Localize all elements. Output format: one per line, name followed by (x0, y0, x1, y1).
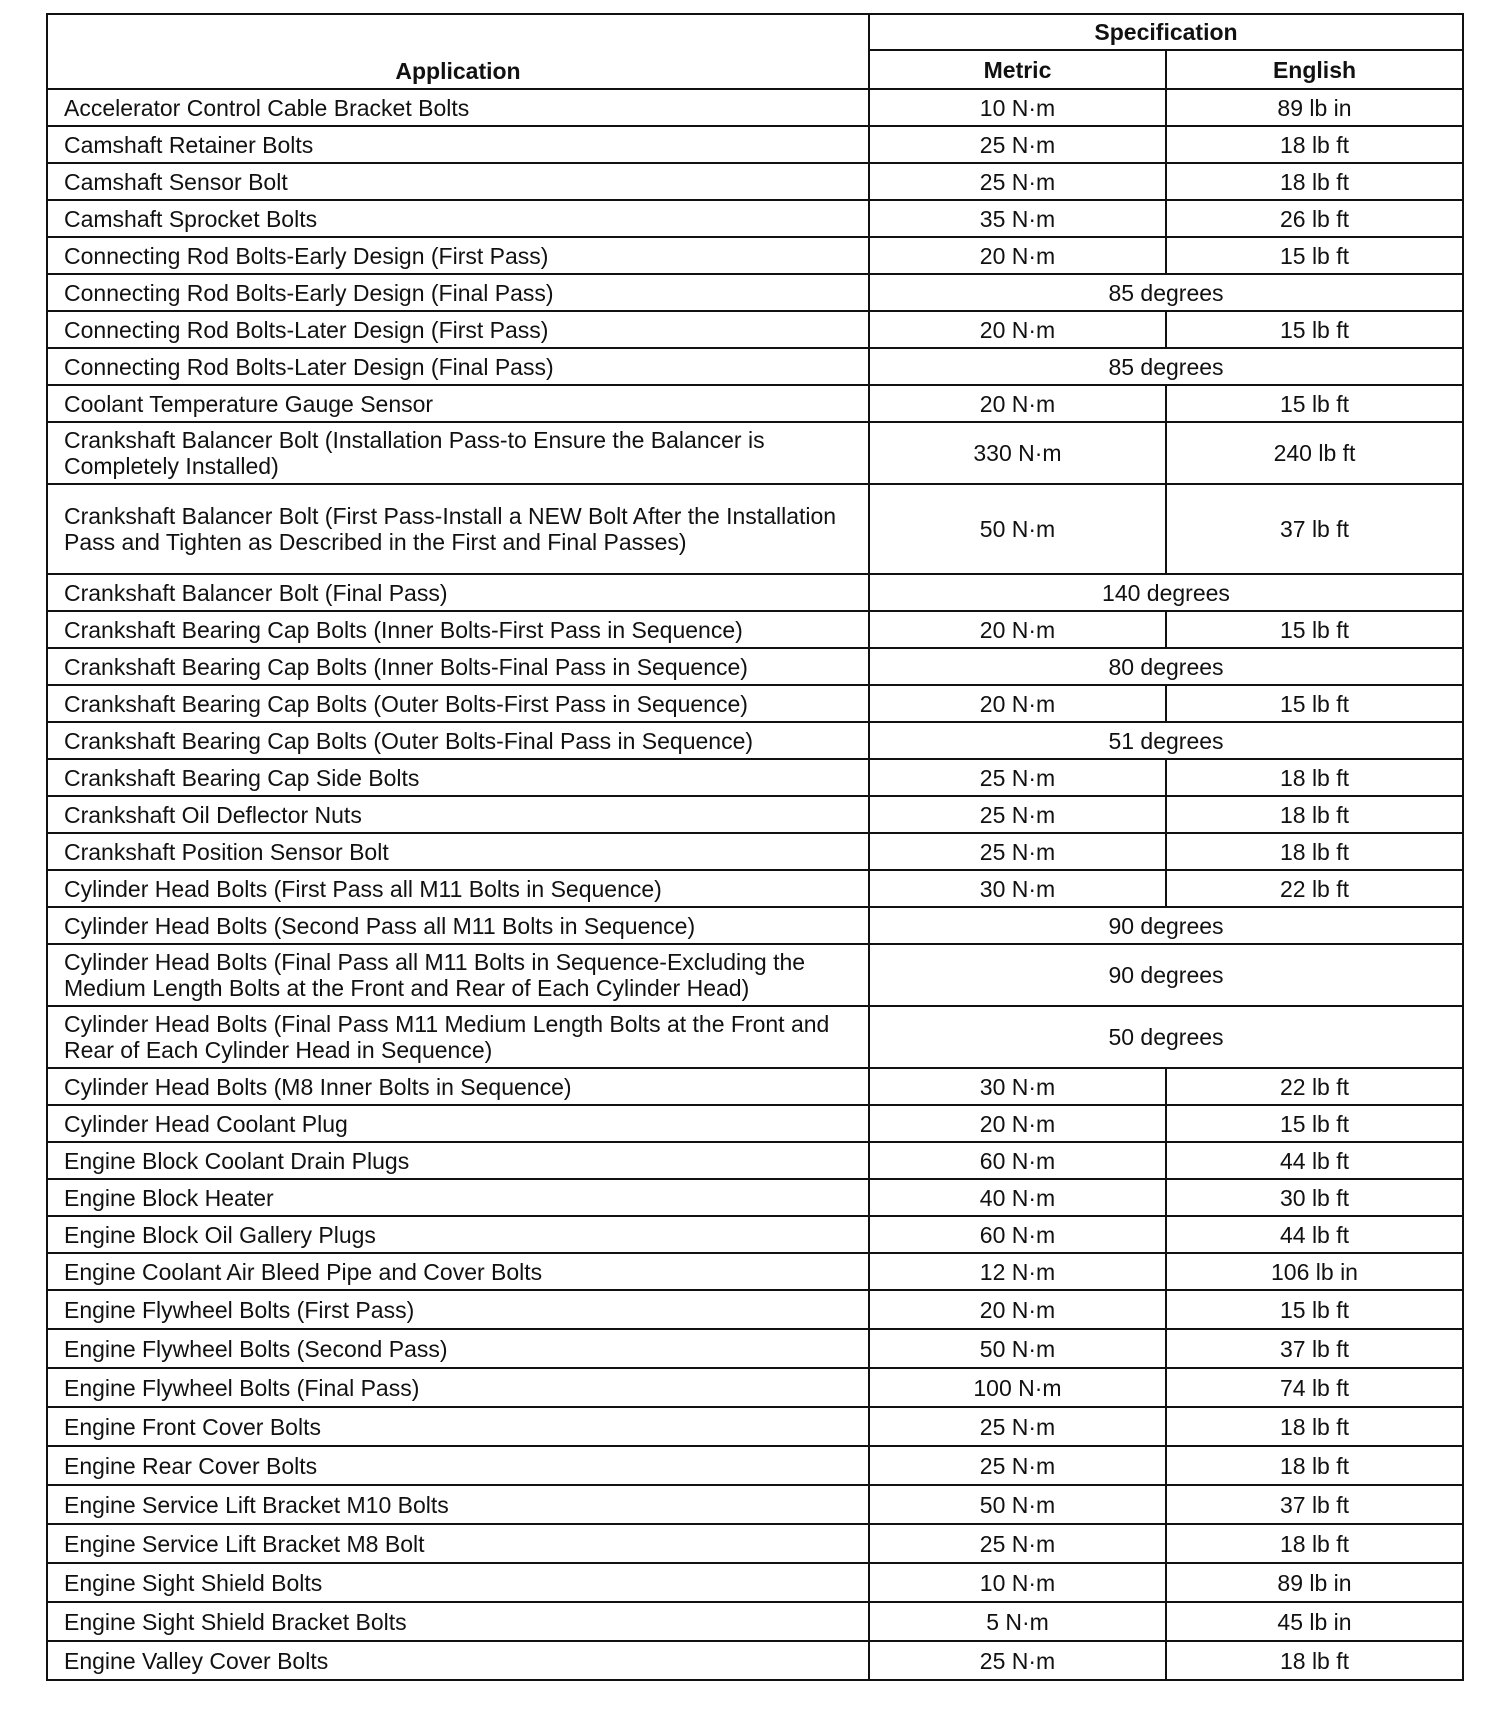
english-cell: 18 lb ft (1166, 833, 1463, 870)
english-cell: 89 lb in (1166, 89, 1463, 126)
metric-cell: 25 N·m (869, 833, 1166, 870)
english-cell: 44 lb ft (1166, 1216, 1463, 1253)
table-row (47, 574, 1463, 611)
application-cell: Engine Flywheel Bolts (Final Pass) (47, 1368, 869, 1407)
table-row (47, 237, 1463, 274)
application-cell: Crankshaft Bearing Cap Side Bolts (47, 759, 869, 796)
application-cell: Engine Sight Shield Bolts (47, 1563, 869, 1602)
application-cell: Crankshaft Position Sensor Bolt (47, 833, 869, 870)
table-row (47, 1368, 1463, 1407)
table-body (47, 89, 1463, 1680)
application-cell: Engine Sight Shield Bracket Bolts (47, 1602, 869, 1641)
table-row (47, 759, 1463, 796)
application-cell: Engine Block Heater (47, 1179, 869, 1216)
specification-cell: 50 degrees (869, 1006, 1463, 1068)
application-cell: Camshaft Retainer Bolts (47, 126, 869, 163)
english-cell: 22 lb ft (1166, 1068, 1463, 1105)
english-cell: 89 lb in (1166, 1563, 1463, 1602)
english-cell: 15 lb ft (1166, 611, 1463, 648)
metric-cell: 50 N·m (869, 1485, 1166, 1524)
application-cell: Crankshaft Bearing Cap Bolts (Inner Bolts-First Pass in Sequence) (47, 611, 869, 648)
english-cell: 37 lb ft (1166, 484, 1463, 574)
application-header: Application (47, 14, 869, 89)
table-row (47, 1602, 1463, 1641)
table-row (47, 422, 1463, 484)
application-cell: Engine Flywheel Bolts (First Pass) (47, 1290, 869, 1329)
table-row (47, 1290, 1463, 1329)
english-cell: 240 lb ft (1166, 422, 1463, 484)
table-row (47, 274, 1463, 311)
specification-header: Specification (869, 14, 1463, 50)
table-row (47, 200, 1463, 237)
application-cell: Connecting Rod Bolts-Early Design (First Pass) (47, 237, 869, 274)
english-cell: 18 lb ft (1166, 1407, 1463, 1446)
application-cell: Connecting Rod Bolts-Early Design (Final Pass) (47, 274, 869, 311)
table-row (47, 796, 1463, 833)
english-cell: 18 lb ft (1166, 1446, 1463, 1485)
metric-cell: 20 N·m (869, 685, 1166, 722)
english-cell: 45 lb in (1166, 1602, 1463, 1641)
application-cell: Crankshaft Balancer Bolt (First Pass-Install a NEW Bolt After the Installation Pass and Tighten as Described in the First and Final Passes) (47, 484, 869, 574)
metric-cell: 20 N·m (869, 1105, 1166, 1142)
metric-header: Metric (869, 50, 1166, 89)
english-cell: 44 lb ft (1166, 1142, 1463, 1179)
metric-cell: 25 N·m (869, 796, 1166, 833)
table-row (47, 1105, 1463, 1142)
english-cell: 15 lb ft (1166, 1290, 1463, 1329)
torque-spec-table (46, 13, 1464, 1681)
table-row (47, 685, 1463, 722)
table-row (47, 1446, 1463, 1485)
table-row (47, 944, 1463, 1006)
table-row (47, 1407, 1463, 1446)
table-row (47, 1641, 1463, 1680)
application-cell: Cylinder Head Coolant Plug (47, 1105, 869, 1142)
metric-cell: 25 N·m (869, 1524, 1166, 1563)
english-cell: 74 lb ft (1166, 1368, 1463, 1407)
table-row (47, 1563, 1463, 1602)
table-row (47, 1524, 1463, 1563)
metric-cell: 25 N·m (869, 1446, 1166, 1485)
metric-cell: 60 N·m (869, 1216, 1166, 1253)
table-row (47, 1216, 1463, 1253)
english-cell: 18 lb ft (1166, 126, 1463, 163)
metric-cell: 20 N·m (869, 385, 1166, 422)
english-cell: 15 lb ft (1166, 311, 1463, 348)
metric-cell: 20 N·m (869, 1290, 1166, 1329)
specification-cell: 85 degrees (869, 274, 1463, 311)
application-cell: Cylinder Head Bolts (M8 Inner Bolts in Sequence) (47, 1068, 869, 1105)
application-cell: Engine Flywheel Bolts (Second Pass) (47, 1329, 869, 1368)
metric-cell: 25 N·m (869, 163, 1166, 200)
specification-cell: 140 degrees (869, 574, 1463, 611)
english-cell: 18 lb ft (1166, 1641, 1463, 1680)
english-cell: 37 lb ft (1166, 1485, 1463, 1524)
application-cell: Cylinder Head Bolts (Second Pass all M11 Bolts in Sequence) (47, 907, 869, 944)
table-row (47, 1142, 1463, 1179)
metric-cell: 35 N·m (869, 200, 1166, 237)
application-cell: Coolant Temperature Gauge Sensor (47, 385, 869, 422)
specification-cell: 90 degrees (869, 944, 1463, 1006)
metric-cell: 10 N·m (869, 1563, 1166, 1602)
application-cell: Engine Service Lift Bracket M10 Bolts (47, 1485, 869, 1524)
specification-cell: 90 degrees (869, 907, 1463, 944)
english-cell: 106 lb in (1166, 1253, 1463, 1290)
table-row (47, 484, 1463, 574)
table-row (47, 611, 1463, 648)
specification-cell: 51 degrees (869, 722, 1463, 759)
application-cell: Cylinder Head Bolts (Final Pass M11 Medium Length Bolts at the Front and Rear of Each Cylinder Head in Sequence) (47, 1006, 869, 1068)
table-row (47, 907, 1463, 944)
application-cell: Engine Rear Cover Bolts (47, 1446, 869, 1485)
application-cell: Crankshaft Oil Deflector Nuts (47, 796, 869, 833)
application-cell: Cylinder Head Bolts (Final Pass all M11 Bolts in Sequence-Excluding the Medium Length Bolts at the Front and Rear of Each Cylinder Head) (47, 944, 869, 1006)
table-row (47, 1253, 1463, 1290)
english-cell: 22 lb ft (1166, 870, 1463, 907)
application-cell: Crankshaft Balancer Bolt (Final Pass) (47, 574, 869, 611)
english-cell: 26 lb ft (1166, 200, 1463, 237)
application-cell: Camshaft Sprocket Bolts (47, 200, 869, 237)
specification-cell: 80 degrees (869, 648, 1463, 685)
table-row (47, 1485, 1463, 1524)
metric-cell: 25 N·m (869, 1407, 1166, 1446)
english-header: English (1166, 50, 1463, 89)
metric-cell: 20 N·m (869, 311, 1166, 348)
metric-cell: 20 N·m (869, 611, 1166, 648)
metric-cell: 60 N·m (869, 1142, 1166, 1179)
metric-cell: 25 N·m (869, 1641, 1166, 1680)
table-row (47, 385, 1463, 422)
english-cell: 15 lb ft (1166, 237, 1463, 274)
table-row (47, 722, 1463, 759)
metric-cell: 50 N·m (869, 484, 1166, 574)
table-row (47, 348, 1463, 385)
application-cell: Camshaft Sensor Bolt (47, 163, 869, 200)
table-row (47, 1068, 1463, 1105)
header-row-top (47, 14, 1463, 50)
application-cell: Engine Coolant Air Bleed Pipe and Cover Bolts (47, 1253, 869, 1290)
metric-cell: 12 N·m (869, 1253, 1166, 1290)
application-cell: Engine Service Lift Bracket M8 Bolt (47, 1524, 869, 1563)
english-cell: 37 lb ft (1166, 1329, 1463, 1368)
table-row (47, 870, 1463, 907)
application-cell: Accelerator Control Cable Bracket Bolts (47, 89, 869, 126)
metric-cell: 20 N·m (869, 237, 1166, 274)
metric-cell: 25 N·m (869, 759, 1166, 796)
application-cell: Connecting Rod Bolts-Later Design (First Pass) (47, 311, 869, 348)
english-cell: 15 lb ft (1166, 385, 1463, 422)
english-cell: 18 lb ft (1166, 759, 1463, 796)
metric-cell: 330 N·m (869, 422, 1166, 484)
metric-cell: 30 N·m (869, 870, 1166, 907)
english-cell: 15 lb ft (1166, 1105, 1463, 1142)
application-cell: Engine Block Coolant Drain Plugs (47, 1142, 869, 1179)
metric-cell: 5 N·m (869, 1602, 1166, 1641)
application-cell: Crankshaft Balancer Bolt (Installation Pass-to Ensure the Balancer is Completely Installed) (47, 422, 869, 484)
application-cell: Connecting Rod Bolts-Later Design (Final Pass) (47, 348, 869, 385)
table-row (47, 1329, 1463, 1368)
application-cell: Cylinder Head Bolts (First Pass all M11 Bolts in Sequence) (47, 870, 869, 907)
metric-cell: 40 N·m (869, 1179, 1166, 1216)
metric-cell: 25 N·m (869, 126, 1166, 163)
table-row (47, 648, 1463, 685)
application-cell: Crankshaft Bearing Cap Bolts (Outer Bolts-First Pass in Sequence) (47, 685, 869, 722)
table-row (47, 89, 1463, 126)
table-row (47, 1006, 1463, 1068)
metric-cell: 10 N·m (869, 89, 1166, 126)
english-cell: 18 lb ft (1166, 1524, 1463, 1563)
table-row (47, 1179, 1463, 1216)
application-cell: Crankshaft Bearing Cap Bolts (Outer Bolts-Final Pass in Sequence) (47, 722, 869, 759)
table-row (47, 833, 1463, 870)
english-cell: 30 lb ft (1166, 1179, 1463, 1216)
metric-cell: 30 N·m (869, 1068, 1166, 1105)
table-row (47, 126, 1463, 163)
metric-cell: 100 N·m (869, 1368, 1166, 1407)
table-row (47, 311, 1463, 348)
application-cell: Engine Valley Cover Bolts (47, 1641, 869, 1680)
english-cell: 18 lb ft (1166, 796, 1463, 833)
application-cell: Crankshaft Bearing Cap Bolts (Inner Bolts-Final Pass in Sequence) (47, 648, 869, 685)
specification-cell: 85 degrees (869, 348, 1463, 385)
application-cell: Engine Front Cover Bolts (47, 1407, 869, 1446)
english-cell: 15 lb ft (1166, 685, 1463, 722)
application-cell: Engine Block Oil Gallery Plugs (47, 1216, 869, 1253)
table-row (47, 163, 1463, 200)
metric-cell: 50 N·m (869, 1329, 1166, 1368)
english-cell: 18 lb ft (1166, 163, 1463, 200)
